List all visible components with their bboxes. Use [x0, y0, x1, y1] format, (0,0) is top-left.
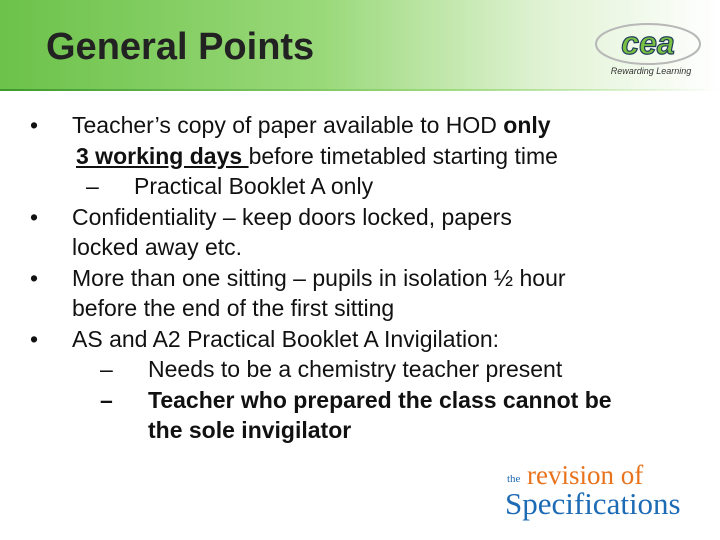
bullet-dot: •	[30, 264, 39, 291]
bullet-emphasis-underlined: 3 working days	[76, 142, 249, 169]
logo-specifications-text: Specifications	[505, 486, 681, 521]
logo-the-text: the	[507, 473, 521, 485]
bullet-item	[28, 202, 688, 263]
bullet-text: before the end of the first sitting	[72, 295, 395, 321]
sub-dash: –	[100, 386, 113, 413]
bullet-dot: •	[30, 112, 39, 138]
sub-dash: –	[86, 173, 99, 199]
bullet-list	[28, 110, 688, 446]
sub-dash: –	[100, 356, 113, 382]
sub-bullet-text: Teacher who prepared the class cannot be	[148, 386, 612, 413]
bullet-emphasis: only	[503, 112, 551, 138]
revision-of-specifications-logo	[505, 460, 705, 522]
sub-bullet-text: Practical Booklet A only	[134, 173, 374, 199]
bullet-item	[28, 110, 688, 202]
bullet-text: Teacher’s copy of paper available to HOD	[72, 112, 504, 138]
sub-bullet-text: Needs to be a chemistry teacher present	[148, 356, 563, 382]
bullet-dot: •	[30, 325, 39, 352]
sub-bullet	[86, 171, 688, 202]
bullet-dot: •	[30, 203, 39, 230]
slide-title: General Points	[46, 26, 315, 68]
bullet-text: Confidentiality – keep doors locked, papers	[72, 203, 512, 230]
sub-bullet-text: the sole invigilator	[148, 417, 352, 443]
bullet-text: AS and A2 Practical Booklet A Invigilation:	[72, 325, 500, 352]
header-divider	[0, 89, 720, 91]
bullet-text: locked away etc.	[72, 234, 243, 260]
bullet-text: before timetabled starting time	[248, 142, 558, 169]
bullet-item	[28, 324, 688, 446]
sub-bullet	[100, 354, 688, 385]
sub-bullet	[100, 385, 688, 446]
cea-logo-text: cea	[621, 25, 675, 61]
logo-tagline: Rewarding Learning	[610, 66, 692, 76]
bullet-text: More than one sitting – pupils in isolation ½ hour	[72, 264, 566, 291]
bullet-item	[28, 263, 688, 324]
logo-revision-text: revision of	[527, 460, 644, 490]
